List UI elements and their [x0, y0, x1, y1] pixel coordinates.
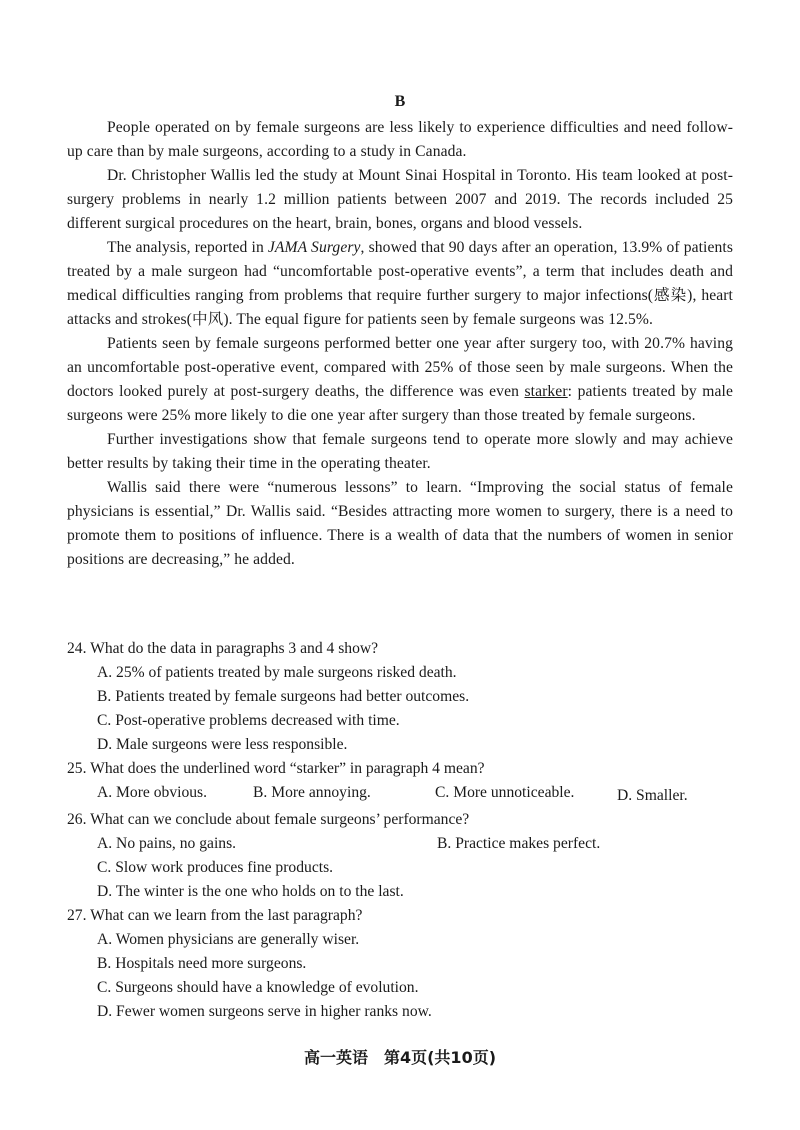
underlined-word: starker: [524, 383, 568, 400]
option-a: A. More obvious.: [97, 784, 208, 801]
option-a: A. 25% of patients treated by male surgeons risked death.: [97, 664, 457, 681]
question-25: [67, 757, 747, 808]
option-row: [97, 832, 747, 856]
question-26: [67, 808, 747, 904]
option-d: D. Fewer women surgeons serve in higher ranks now.: [97, 1003, 432, 1020]
option-list: [67, 928, 747, 1024]
paragraph-3: [67, 236, 733, 332]
paragraph-1: People operated on by female surgeons are less likely to experience difficulties and need follow-up care than by male surgeons, according to a study in Canada.: [67, 119, 733, 160]
option-b: B. Practice makes perfect.: [437, 835, 601, 852]
question-stem: 25. What does the underlined word “starker” in paragraph 4 mean?: [67, 760, 485, 777]
paragraph-2: Dr. Christopher Wallis led the study at Mount Sinai Hospital in Toronto. His team looked at post-surgery problems in nearly 1.2 million patients between 2007 and 2019. The records included 25 different surgical procedures on the heart, brain, bones, organs and blood vessels.: [67, 167, 733, 232]
option-c: C. Surgeons should have a knowledge of evolution.: [97, 979, 419, 996]
option-b: B. Hospitals need more surgeons.: [97, 955, 307, 972]
option-b: B. Patients treated by female surgeons had better outcomes.: [97, 688, 470, 705]
question-list: [67, 637, 747, 1024]
paragraph-4-text-a: Patients seen by female surgeons performed better one year after surgery too, with 20.7% having an uncomfortable post-operative event, compared with 25% of those seen by male surgeons. When the doctors looked purely at post-surgery deaths, the difference was even: [67, 335, 733, 400]
journal-title: JAMA Surgery: [267, 239, 361, 256]
option-list: [67, 832, 747, 904]
option-d: D. Smaller.: [617, 787, 688, 804]
question-stem: 27. What can we learn from the last paragraph?: [67, 907, 363, 924]
option-d: D. Male surgeons were less responsible.: [97, 736, 348, 753]
paragraph-6: Wallis said there were “numerous lessons” to learn. “Improving the social status of female physicians is essential,” Dr. Wallis said. “Besides attracting more women to surgery, there is a need to promote them to positions of influence. There is a wealth of data that the numbers of women in senior positions are decreasing,” he added.: [67, 479, 733, 568]
question-stem: 26. What can we conclude about female surgeons’ performance?: [67, 811, 470, 828]
option-c: C. More unnoticeable.: [435, 784, 575, 801]
question-stem: 24. What do the data in paragraphs 3 and 4 show?: [67, 640, 379, 657]
option-c: C. Slow work produces fine products.: [97, 859, 334, 876]
option-b: B. More annoying.: [253, 784, 371, 801]
question-24: [67, 637, 747, 757]
option-a: A. No pains, no gains.: [97, 835, 237, 852]
option-list: [67, 781, 747, 808]
paragraph-4: [67, 332, 733, 428]
section-heading: B: [394, 93, 406, 110]
paragraph-4-text-b: : patients treated by male surgeons were 25% more likely to die one year after surgery than those treated by female surgeons.: [67, 383, 733, 424]
option-a: A. Women physicians are generally wiser.: [97, 931, 360, 948]
page-footer: 高一英语 第4页(共10页): [303, 1048, 497, 1067]
question-27: [67, 904, 747, 1024]
option-c: C. Post-operative problems decreased with time.: [97, 712, 400, 729]
paragraph-5: Further investigations show that female surgeons tend to operate more slowly and may achieve better results by taking their time in the operating theater.: [67, 431, 733, 472]
paragraph-3-text-a: The analysis, reported in: [107, 239, 268, 256]
paragraph-3-text-b: , showed that 90 days after an operation, 13.9% of patients treated by a male surgeon had “uncomfortable post-operative events”, a term that includes death and medical difficulties ranging from problems that require further surgery to major infections(感染), heart attacks and strokes(中风). The equal figure for patients seen by female surgeons was 12.5%.: [67, 239, 733, 328]
option-list: [67, 661, 747, 757]
option-d: D. The winter is the one who holds on to the last.: [97, 883, 404, 900]
reading-passage: [67, 116, 733, 572]
